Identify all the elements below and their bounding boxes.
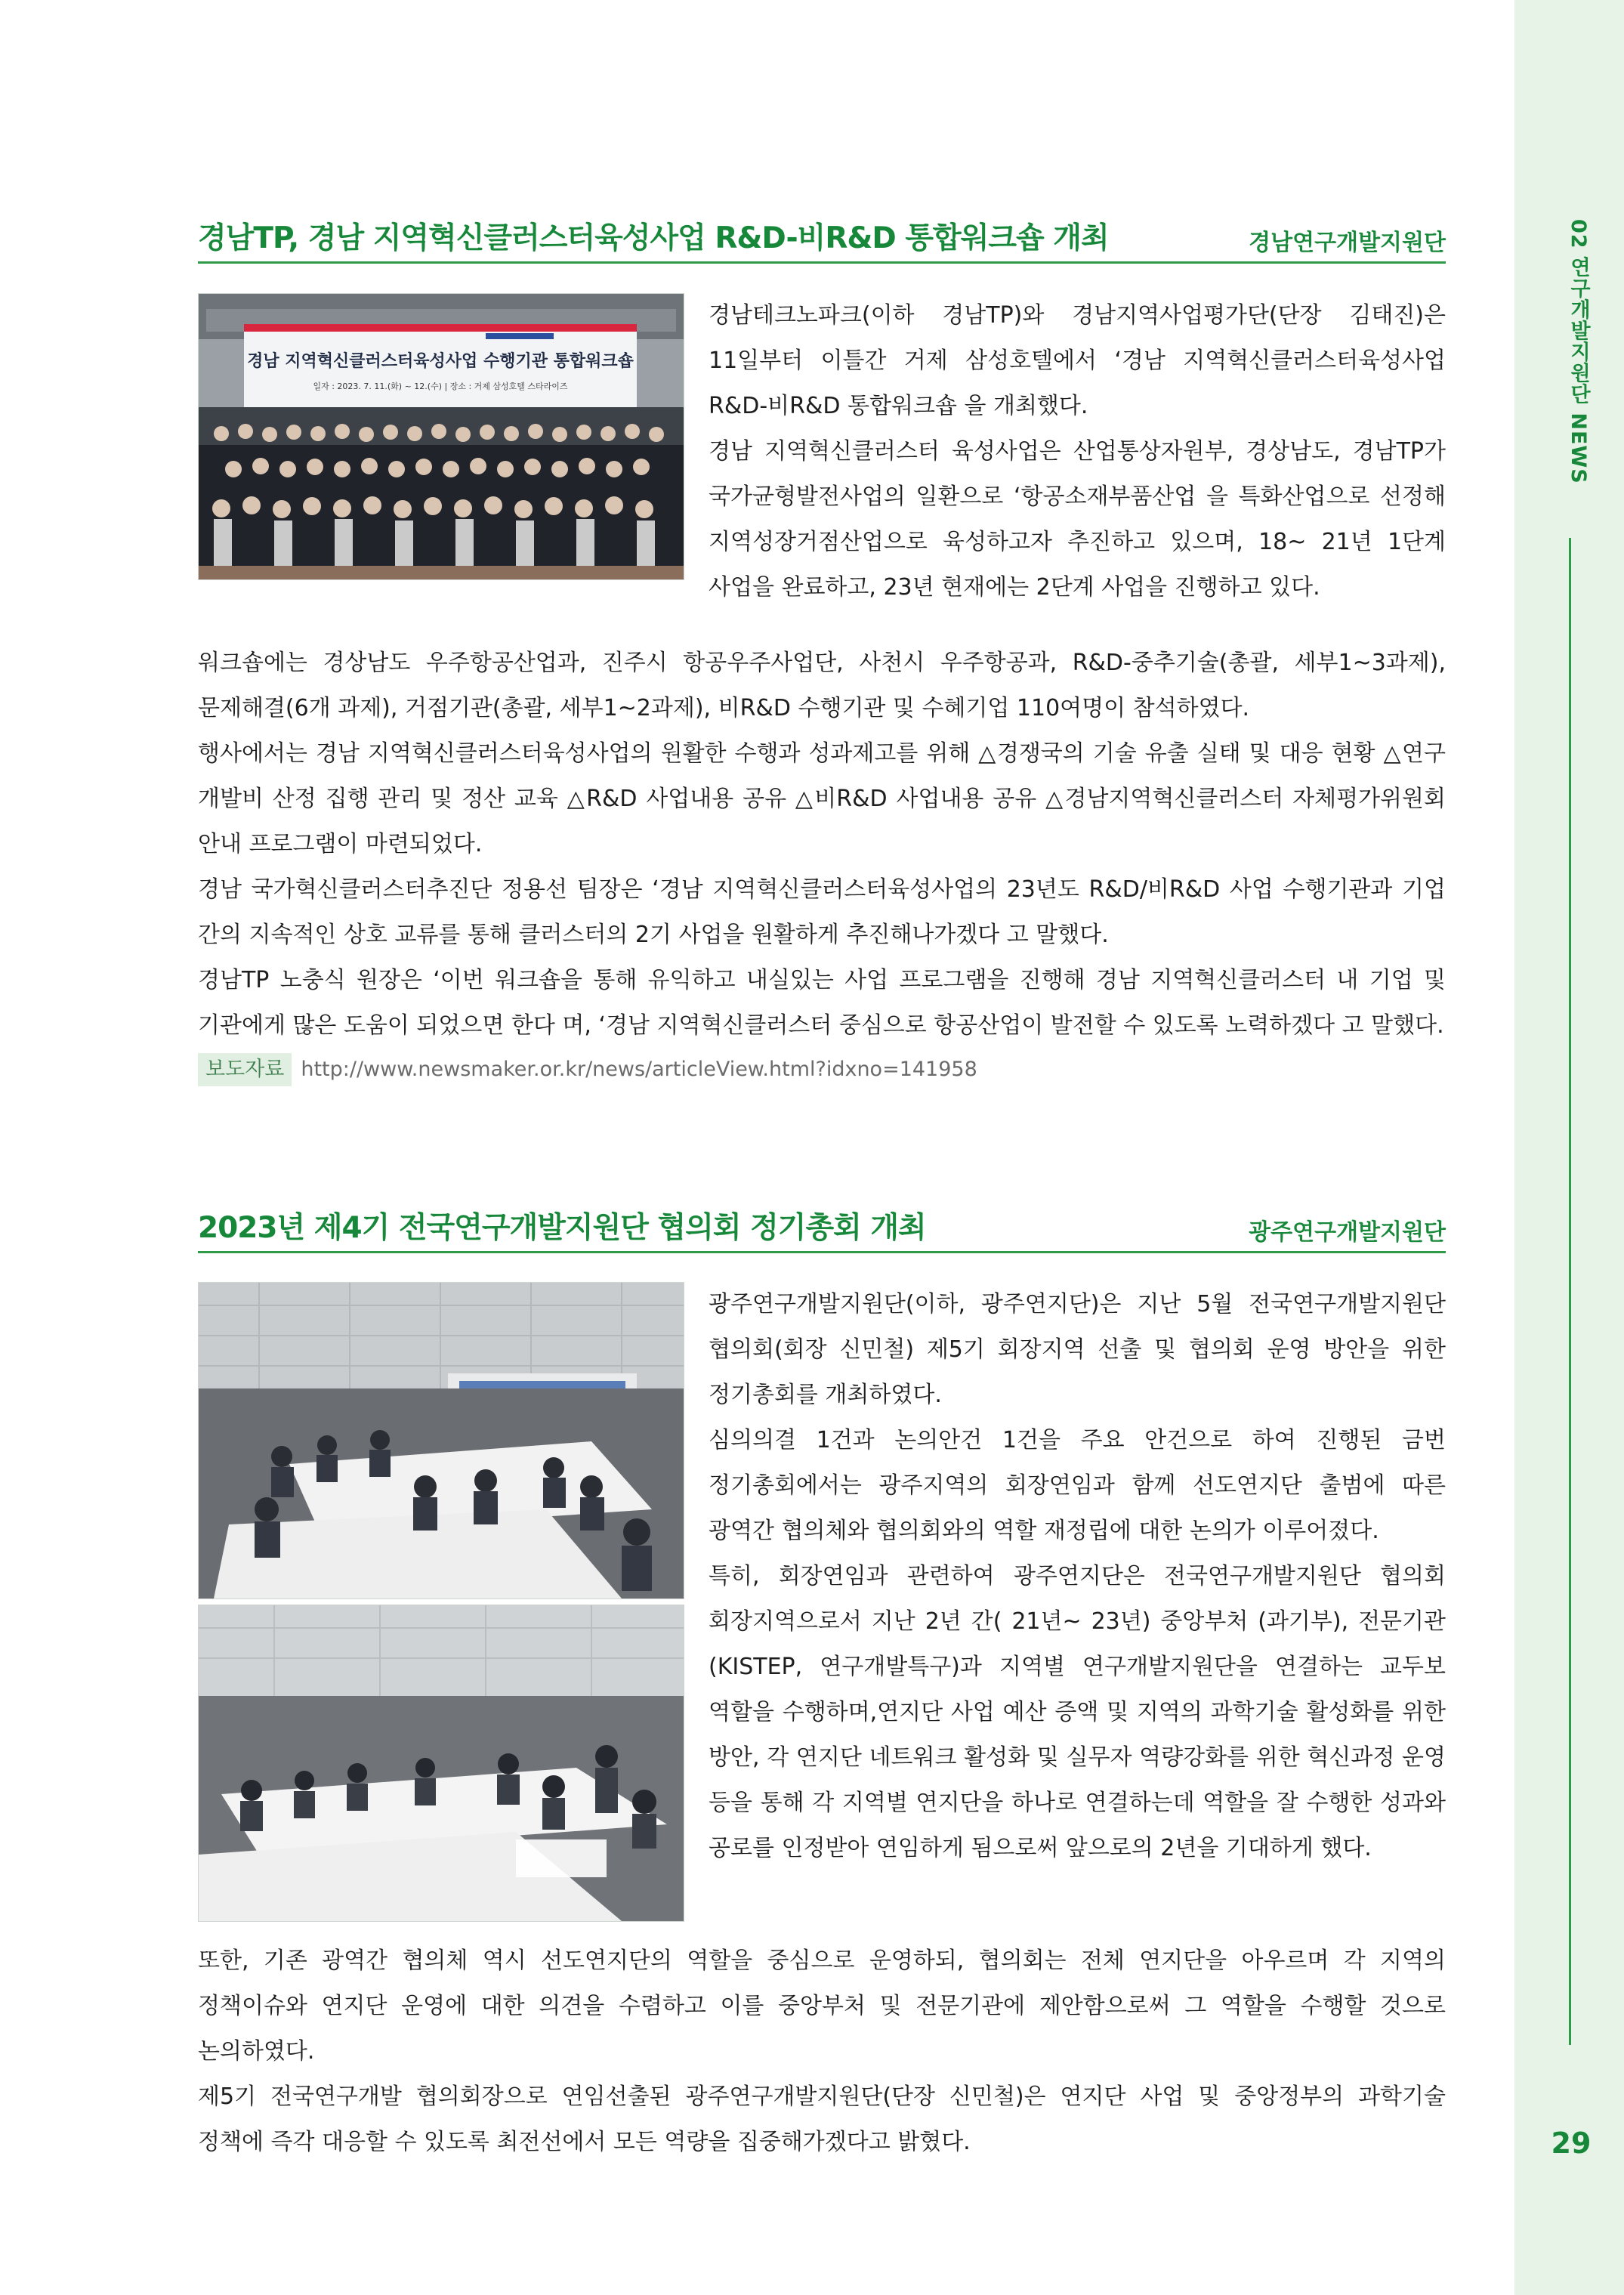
paragraph: 행사에서는 경남 지역혁신클러스터육성사업의 원활한 수행과 성과제고를 위해 △경쟁국의 기술 유출 실태 및 대응 현황 △연구 개발비 산정 집행 관리 및 정산 교육 △R&D 사업내용 공유 △비R&D 사업내용 공유 △경남지역혁신클러스터 자체평가위원회 안내 프로그램이 마련되었다. xyxy=(198,740,1446,857)
paragraph: 또한, 기존 광역간 협의체 역시 선도연지단의 역할을 중심으로 운영하되, 협의회는 전체 연지단을 아우르며 각 지역의 정책이슈와 연지단 운영에 대한 의견을 수렴하고 이를 중앙부처 및 전문기관에 제안함으로써 그 역할을 수행할 것으로 논의하였다. xyxy=(198,1948,1446,2065)
article-intro-text xyxy=(709,1282,1446,1871)
paragraph: 워크숍에는 경상남도 우주항공산업과, 진주시 항공우주사업단, 사천시 우주항공과, R&D-중추기술(총괄, 세부1~3과제), 문제해결(6개 과제), 거점기관(총괄, 세부1~2과제), 비R&D 수행기관 및 수혜기업 110여명이 참석하였다. xyxy=(198,650,1446,721)
banner-subtitle: 일자 : 2023. 7. 11.(화) ~ 12.(수) | 장소 : 거제 삼성호텔 스타라이즈 xyxy=(313,381,568,391)
article-organization: 경남연구개발지원단 xyxy=(1249,230,1446,256)
article-intro-text xyxy=(709,293,1446,610)
press-release-tag: 보도자료 xyxy=(198,1053,292,1086)
article-organization: 광주연구개발지원단 xyxy=(1249,1219,1446,1246)
workshop-group-photo xyxy=(198,293,684,580)
article-gwangju xyxy=(198,1207,1446,1253)
article-body xyxy=(198,1938,1446,2165)
banner-title: 경남 지역혁신클러스터육성사업 수행기관 통합워크숍 xyxy=(247,352,634,371)
article-heading xyxy=(198,1207,1446,1253)
press-release xyxy=(198,1053,1446,1086)
paragraph: 경남 지역혁신클러스터 육성사업은 산업통상자원부, 경상남도, 경남TP가 국가균형발전사업의 일환으로 ‘항공소재부품산업 을 특화산업으로 선정해 지역성장거점산업으로 육성하고자 추진하고 있으며, 18~ 21년 1단계 사업을 완료하고, 23년 현재에는 2단계 사업을 진행하고 있다. xyxy=(709,438,1446,601)
paragraph: 경남TP 노충식 원장은 ‘이번 워크숍을 통해 유익하고 내실있는 사업 프로그램을 진행해 경남 지역혁신클러스터 내 기업 및 기관에게 많은 도움이 되었으면 한다 며, ‘경남 지역혁신클러스터 중심으로 항공산업이 발전할 수 있도록 노력하겠다 고 말했다. xyxy=(198,967,1446,1039)
article-heading xyxy=(198,218,1446,264)
article-title: 2023년 제4기 전국연구개발지원단 협의회 정기총회 개최 xyxy=(198,1211,926,1245)
article-title: 경남TP, 경남 지역혁신클러스터육성사업 R&D-비R&D 통합워크숍 개최 xyxy=(198,221,1109,255)
paragraph: 경남 국가혁신클러스터추진단 정용선 팀장은 ‘경남 지역혁신클러스터육성사업의 23년도 R&D/비R&D 사업 수행기관과 기업 간의 지속적인 상호 교류를 통해 클러스터의 2기 사업을 원활하게 추진해나가겠다 고 말했다. xyxy=(198,876,1446,948)
page-number: 29 xyxy=(1551,2127,1592,2160)
paragraph: 심의의결 1건과 논의안건 1건을 주요 안건으로 하여 진행된 금번 정기총회에서는 광주지역의 회장연임과 함께 선도연지단 출범에 따른 광역간 협의체와 협의회와의 역할 재정립에 대한 논의가 이루어졌다. xyxy=(709,1427,1446,1544)
sidebar-divider xyxy=(1569,538,1571,2045)
section-label: 02 연구개발지원단 NEWS xyxy=(1567,219,1590,484)
article-gyeongnam xyxy=(198,218,1446,264)
article-body xyxy=(198,641,1446,1086)
meeting-photo-1 xyxy=(198,1282,684,1599)
paragraph: 제5기 전국연구개발 협의회장으로 연임선출된 광주연구개발지원단(단장 신민철)은 연지단 사업 및 중앙정부의 과학기술 정책에 즉각 대응할 수 있도록 최전선에서 모든 역량을 집중해가겠다고 밝혔다. xyxy=(198,2083,1446,2155)
paragraph: 경남테크노파크(이하 경남TP)와 경남지역사업평가단(단장 김태진)은 11일부터 이틀간 거제 삼성호텔에서 ‘경남 지역혁신클러스터육성사업 R&D-비R&D 통합워크숍 을 개최했다. xyxy=(709,302,1446,419)
meeting-photo-2 xyxy=(198,1605,684,1922)
press-release-link[interactable]: http://www.newsmaker.or.kr/news/articleView.html?idxno=141958 xyxy=(301,1058,977,1081)
paragraph: 광주연구개발지원단(이하, 광주연지단)은 지난 5월 전국연구개발지원단 협의회(회장 신민철) 제5기 회장지역 선출 및 협의회 운영 방안을 위한 정기총회를 개최하였다. xyxy=(709,1291,1446,1408)
paragraph: 특히, 회장연임과 관련하여 광주연지단은 전국연구개발지원단 협의회 회장지역으로서 지난 2년 간( 21년~ 23년) 중앙부처 (과기부), 전문기관(KISTEP, 연구개발특구)과 지역별 연구개발지원단을 연결하는 교두보 역할을 수행하며,연지단 사업 예산 증액 및 지역의 과학기술 활성화를 위한 방안, 각 연지단 네트워크 활성화 및 실무자 역량강화를 위한 혁신과정 운영 등을 통해 각 지역별 연지단을 하나로 연결하는데 역할을 잘 수행한 성과와 공로를 인정받아 연임하게 됨으로써 앞으로의 2년을 기대하게 했다. xyxy=(709,1563,1446,1861)
